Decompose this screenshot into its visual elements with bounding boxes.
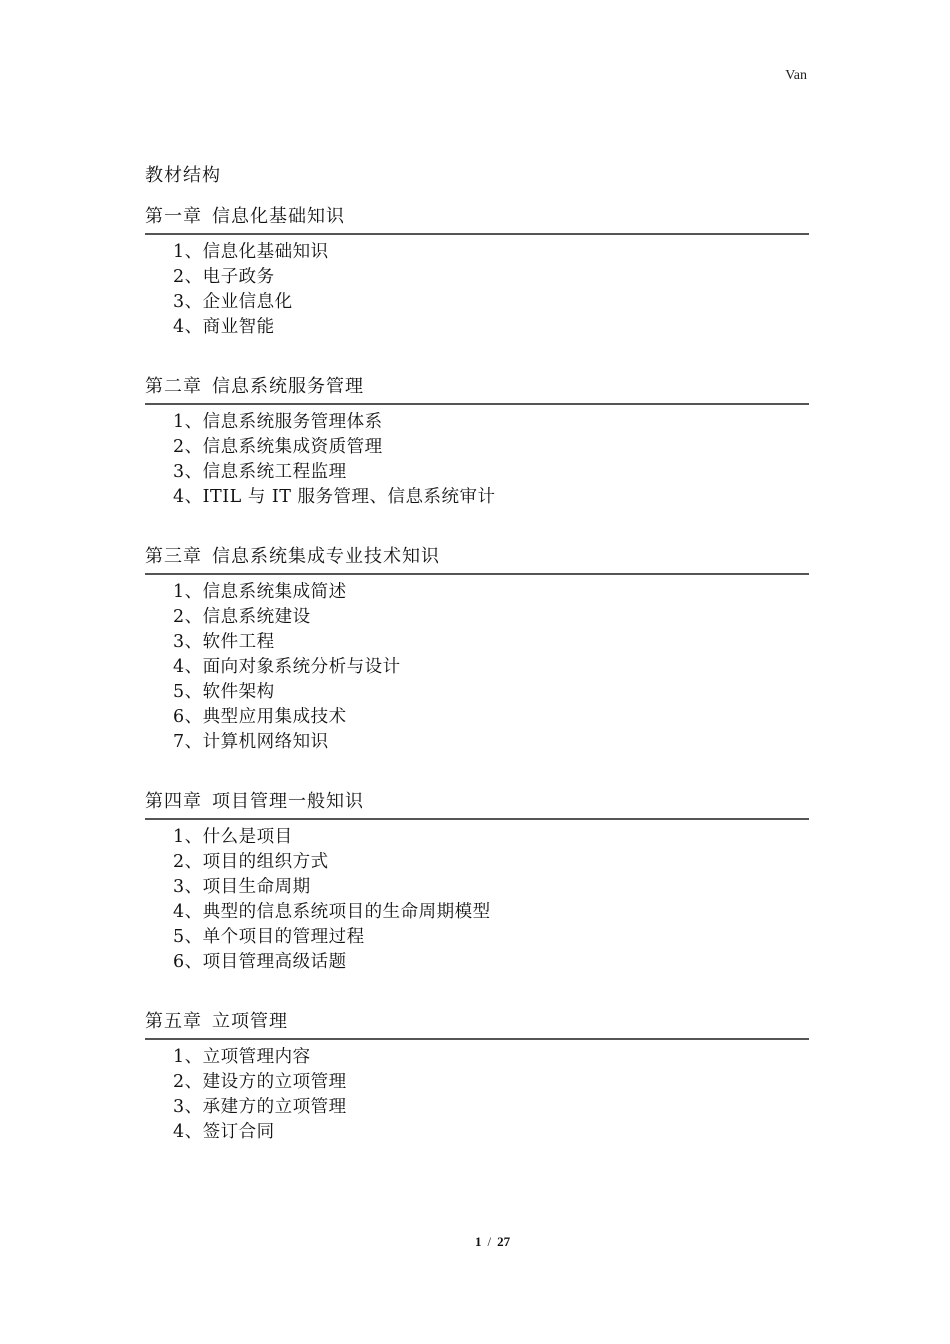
list-item: 3、信息系统工程监理 xyxy=(173,462,347,482)
chapter-heading xyxy=(145,374,809,405)
chapter-number: 第四章 xyxy=(145,791,202,812)
chapter-title: 信息系统集成专业技术知识 xyxy=(212,546,440,567)
list-item: 6、典型应用集成技术 xyxy=(173,707,347,727)
list-item: 3、软件工程 xyxy=(173,632,275,652)
list-item: 3、企业信息化 xyxy=(173,292,293,312)
section-list xyxy=(145,580,809,755)
chapter-heading xyxy=(145,789,809,820)
list-item: 4、签订合同 xyxy=(173,1122,275,1142)
list-item: 2、建设方的立项管理 xyxy=(173,1072,347,1092)
chapter-title: 信息化基础知识 xyxy=(212,206,345,227)
list-item: 4、面向对象系统分析与设计 xyxy=(173,657,401,677)
current-page: 1 xyxy=(474,1234,482,1249)
list-item: 2、信息系统建设 xyxy=(173,607,311,627)
list-item: 4、ITIL 与 IT 服务管理、信息系统审计 xyxy=(173,487,496,507)
section-list xyxy=(145,410,809,510)
list-item: 1、什么是项目 xyxy=(173,827,293,847)
list-item: 6、项目管理高级话题 xyxy=(173,952,347,972)
chapter-title: 项目管理一般知识 xyxy=(212,791,364,812)
chapter xyxy=(145,204,809,340)
chapter xyxy=(145,374,809,510)
chapter-title: 信息系统服务管理 xyxy=(212,376,364,397)
section-list xyxy=(145,240,809,340)
list-item: 1、信息系统服务管理体系 xyxy=(173,412,383,432)
header-author: Van xyxy=(785,68,807,83)
list-item: 5、软件架构 xyxy=(173,682,275,702)
chapter xyxy=(145,789,809,975)
list-item: 2、信息系统集成资质管理 xyxy=(173,437,383,457)
page-separator: / xyxy=(487,1234,492,1249)
list-item: 1、立项管理内容 xyxy=(173,1047,311,1067)
list-item: 7、计算机网络知识 xyxy=(173,732,329,752)
chapter-heading xyxy=(145,204,809,235)
page-number xyxy=(0,1234,950,1250)
list-item: 2、电子政务 xyxy=(173,267,275,287)
list-item: 5、单个项目的管理过程 xyxy=(173,927,365,947)
chapter-list xyxy=(145,204,809,1179)
list-item: 2、项目的组织方式 xyxy=(173,852,329,872)
chapter xyxy=(145,1009,809,1145)
list-item: 4、商业智能 xyxy=(173,317,275,337)
list-item: 1、信息系统集成简述 xyxy=(173,582,347,602)
list-item: 3、承建方的立项管理 xyxy=(173,1097,347,1117)
section-list xyxy=(145,1045,809,1145)
list-item: 1、信息化基础知识 xyxy=(173,242,329,262)
section-list xyxy=(145,825,809,975)
chapter-number: 第一章 xyxy=(145,206,202,227)
total-pages: 27 xyxy=(497,1234,511,1249)
chapter-heading xyxy=(145,544,809,575)
chapter xyxy=(145,544,809,755)
chapter-number: 第五章 xyxy=(145,1011,202,1032)
chapter-number: 第三章 xyxy=(145,546,202,567)
chapter-title: 立项管理 xyxy=(212,1011,288,1032)
chapter-heading xyxy=(145,1009,809,1040)
chapter-number: 第二章 xyxy=(145,376,202,397)
list-item: 4、典型的信息系统项目的生命周期模型 xyxy=(173,902,491,922)
document-title: 教材结构 xyxy=(145,165,221,186)
list-item: 3、项目生命周期 xyxy=(173,877,311,897)
